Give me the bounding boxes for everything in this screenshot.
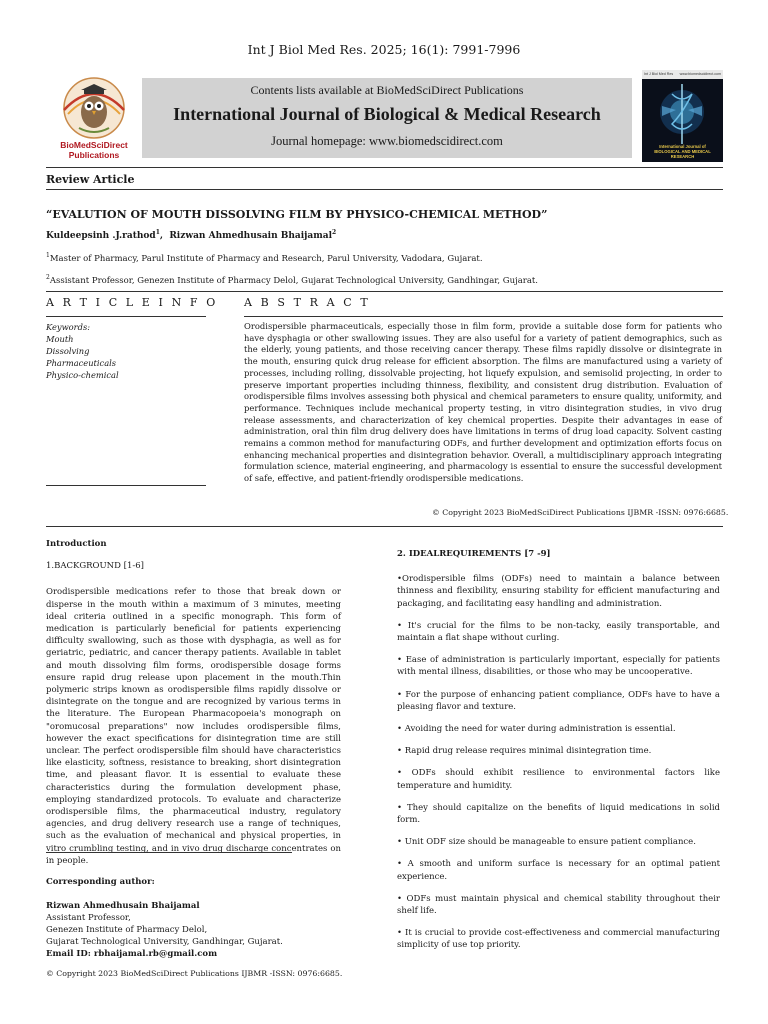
journal-citation: Int J Biol Med Res. 2025; 16(1): 7991-7996 [247,42,521,57]
requirement-item: • Unit ODF size should be manageable to ensure patient compliance. [397,837,696,848]
cover-header-left: Int J Biol Med Res [644,72,674,76]
introduction-paragraph: Orodispersible medications refer to those that break down or disperse in the mouth within a maximum of 3 minutes, meeting ideal criteria outlined in a specific monograph. This form of medication is particularly beneficial for patients experiencing difficulty swallowing, such as those with dysphagia, as well as for geriatric, pediatric, and cancer therapy patients. Available in tablet and mouth dissolving film forms, orodispersible dosage forms ensure rapid drug release upon placement in the mouth.Thin polymeric strips known as orodispersible films rapidly dissolve or disintegrate on the tongue and are recognized by various terms in the literature. The European Pharmacopoeia's monograph on "oromucosal preparations" now includes orodispersible films, however the exact specifications for disintegration time are still unclear. The perfect orodispersible film should have characteristics like elasticity, softness, resistance to breaking, short disintegration time, and pleasant flavor. It is essential to evaluate these characteristics during the formulation development phase, employing standardized protocols. To evaluate and characterize orodispersible films, the pharmaceutical industry, regulatory agencies, and drug delivery research use a range of techniques, such as the evaluation of mechanical and physical properties, in vitro crumbling testing, and in vivo drug discharge concentrates on in people. [46,587,341,866]
keyword-item: Dissolving [46,346,90,356]
corresponding-detail: Gujarat Technological University, Gandhingar, Gujarat. [46,937,283,947]
requirement-item: • It is crucial to provide cost-effectiveness and commercial manufacturing simplicity of use top priority. [397,928,720,951]
author-list: Kuldeepsinh .J.rathod$^1$, Rizwan Ahmedhusain Bhaijamal$^2$ [46,229,337,241]
requirement-item: • A smooth and uniform surface is necessary for an optimal patient experience. [397,859,720,882]
body-rule [46,526,723,527]
corresponding-name: Rizwan Ahmedhusain Bhaijamal [46,901,200,911]
ideal-requirements-heading: 2. IDEALREQUIREMENTS [7 -9] [397,549,551,559]
affiliation-marker: 2 [46,274,50,281]
author-affiliation-marker: 1 [155,229,160,236]
copyright-notice: © Copyright 2023 BioMedSciDirect Publications IJBMR -ISSN: 0976:6685. [432,508,729,517]
corresponding-detail: Assistant Professor, [46,913,131,923]
article-type-rule [46,189,723,190]
abstract-rule [244,316,723,317]
requirement-item: • ODFs must maintain physical and chemical stability throughout their shelf life. [397,893,720,917]
author-name: Rizwan Ahmedhusain Bhaijamal [169,231,333,241]
article-title: “EVALUTION OF MOUTH DISSOLVING FILM BY PHYSICO-CHEMICAL METHOD” [46,208,548,221]
requirement-item: • They should capitalize on the benefits of liquid medications in solid form. [397,802,720,826]
affiliation [46,252,483,264]
introduction-heading: Introduction [46,539,107,549]
keyword-item: Mouth [46,334,74,344]
journal-banner [46,70,723,162]
affiliation-marker: 1 [46,252,50,259]
requirement-item: • ODFs should exhibit resilience to environmental factors like temperature and humidity. [397,768,720,791]
journal-name: International Journal of Biological & Medical Research [173,104,601,124]
section-rule [46,291,723,292]
keywords-label: Keywords: [46,322,91,332]
requirement-item: •Orodispersible films (ODFs) need to maintain a balance between thinness and flexibility, ensuring stability for efficient manufacturing and packaging, and facilitating easy handling and administration. [397,574,720,609]
corresponding-detail: Genezen Institute of Pharmacy Delol, [46,925,208,935]
requirement-item: • Avoiding the need for water during administration is essential. [397,724,676,735]
journal-cover-image [642,70,723,162]
keyword-item: Physico-chemical [46,370,119,380]
cover-header-right: www.biomedscidirect.com [679,72,721,76]
logo-text-publications: Publications [68,150,120,160]
footnote-rule [46,852,292,853]
article-info-heading: A R T I C L E I N F O [46,296,218,309]
affiliation-text: Assistant Professor, Genezen Institute of Pharmacy Delol, Gujarat Technological University, Gandhingar, Gujarat. [49,275,539,286]
cover-title-line2: BIOLOGICAL AND MEDICAL RESEARCH [654,149,711,159]
keywords-block [46,321,206,381]
abstract-text: Orodispersible pharmaceuticals, especially those in film form, provide a suitable dose form for patients who have dysphagia or other swallowing issues. They are also useful for a variety of patient demographics, such as the elderly, young patients, and those receiving cancer therapy. These films rapidly dissolve or disintegrate in the mouth, ensuring quick drug release for efficient absorption. The films are manufactured using a variety of processes, including rolling, dissolvable projecting, hot liquefy expulsion, and semisolid projecting, in order to preserve important properties including thinness, flexibility, and consistent drug distribution. Evaluation of orodispersible films involves assessing both physical and chemical parameters to ensure quality, uniformity, and performance. Techniques include mechanical property testing, in vitro disintegration studies, in vivo drug release assessments, and characterization of key chemical properties. Despite their advantages in ease of administration, oral thin film drug delivery does have limitations in terms of drug load capacity. Solvent casting remains a common method for manufacturing ODFs, and further development and optimization efforts focus on enhancing mechanical properties and disintegration behavior. Overall, a multidisciplinary approach integrating formulation science, material engineering, and pharmacology is essential to ensure the successful development of safe, effective, and patient-friendly orodispersible medications. [244,321,722,484]
background-subheading: 1.BACKGROUND [1-6] [46,561,144,572]
publisher-logo [46,70,142,162]
affiliation-text: Master of Pharmacy, Parul Institute of Pharmacy and Research, Parul University, Vadodara, Gujarat. [49,253,483,264]
journal-homepage[interactable]: Journal homepage: www.biomedscidirect.com [271,134,503,148]
corresponding-author-block [46,876,341,960]
logo-text-brand: BioMedSciDirect [60,140,128,150]
requirement-item: • Ease of administration is particularly important, especially for patients with mental illness, disabilities, or those who may be uncooperative. [397,655,720,678]
keywords-rule [46,485,206,486]
keyword-item: Pharmaceuticals [46,358,117,368]
copyright-footer: © Copyright 2023 BioMedSciDirect Publications IJBMR -ISSN: 0976:6685. [46,969,343,978]
requirement-item: • Rapid drug release requires minimal disintegration time. [397,746,652,757]
banner-rule [46,167,723,168]
author-affiliation-marker: 2 [332,229,337,236]
contents-availability: Contents lists available at BioMedSciDirect Publications [250,83,524,97]
affiliation [46,274,538,286]
journal-header-box [142,78,632,158]
article-info-rule [46,316,206,317]
corresponding-heading: Corresponding author: [46,877,155,887]
cover-title-line1: International Journal of [659,144,706,149]
right-column [397,548,720,952]
left-column [46,538,341,867]
article-type: Review Article [46,173,135,186]
requirement-item: • For the purpose of enhancing patient compliance, ODFs have to have a pleasing flavor and texture. [397,689,720,712]
requirement-item: • It's crucial for the films to be non-tacky, easily transportable, and maintain a flat shape without curling. [397,620,720,644]
abstract-heading: A B S T R A C T [244,296,371,309]
author-name: Kuldeepsinh .J.rathod [46,231,156,241]
corresponding-email[interactable]: Email ID: rbhaijamal.rb@gmail.com [46,949,218,959]
